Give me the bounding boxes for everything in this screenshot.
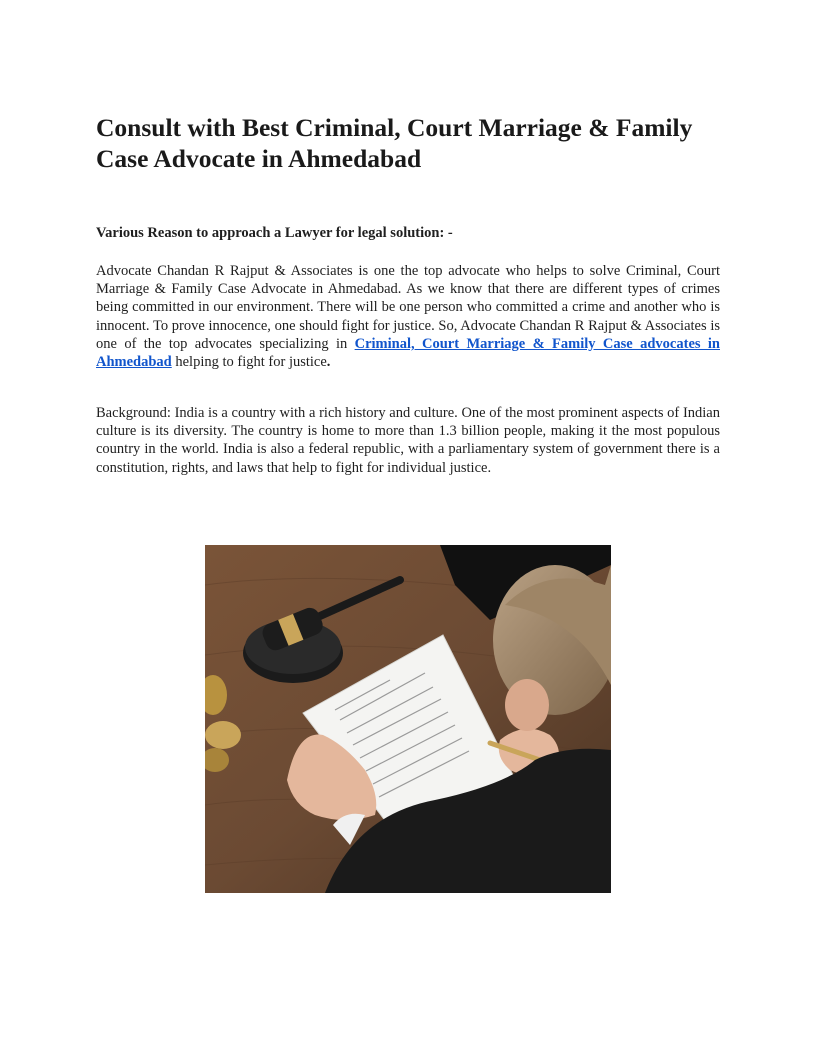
section-subheading: Various Reason to approach a Lawyer for legal solution: -	[96, 225, 453, 241]
lawyer-desk-image	[205, 545, 611, 893]
lawyer-desk-illustration	[205, 545, 611, 893]
page-title: Consult with Best Criminal, Court Marriage & Family Case Advocate in Ahmedabad	[96, 113, 693, 173]
intro-paragraph	[96, 262, 720, 371]
intro-period: .	[326, 354, 331, 371]
advocates-link[interactable]: Criminal, Court Marriage & Family Case advocates in Ahmedabad	[96, 335, 720, 371]
background-paragraph: Background: India is a country with a rich history and culture. One of the most prominent aspects of Indian culture is its diversity. The country is home to more than 1.3 billion people, making it the most populous country in the world. India is also a federal republic, with a parliamentary system of government there is a constitution, rights, and laws that help to fight for individual justice.	[96, 405, 720, 476]
document-page	[96, 112, 720, 476]
intro-text-end: helping to fight for justice	[171, 354, 327, 371]
intro-text: Advocate Chandan R Rajput & Associates is one the top advocate who helps to solve Criminal, Court Marriage & Family Case Advocate in Ahmedabad. As we know that there are different types of crimes being committed in our environment. There will be one person who committed a crime and another who is innocent. To prove innocence, one should fight for justice. So, Advocate Chandan R Rajput & Associates is one of the top advocates specializing in	[96, 263, 720, 352]
